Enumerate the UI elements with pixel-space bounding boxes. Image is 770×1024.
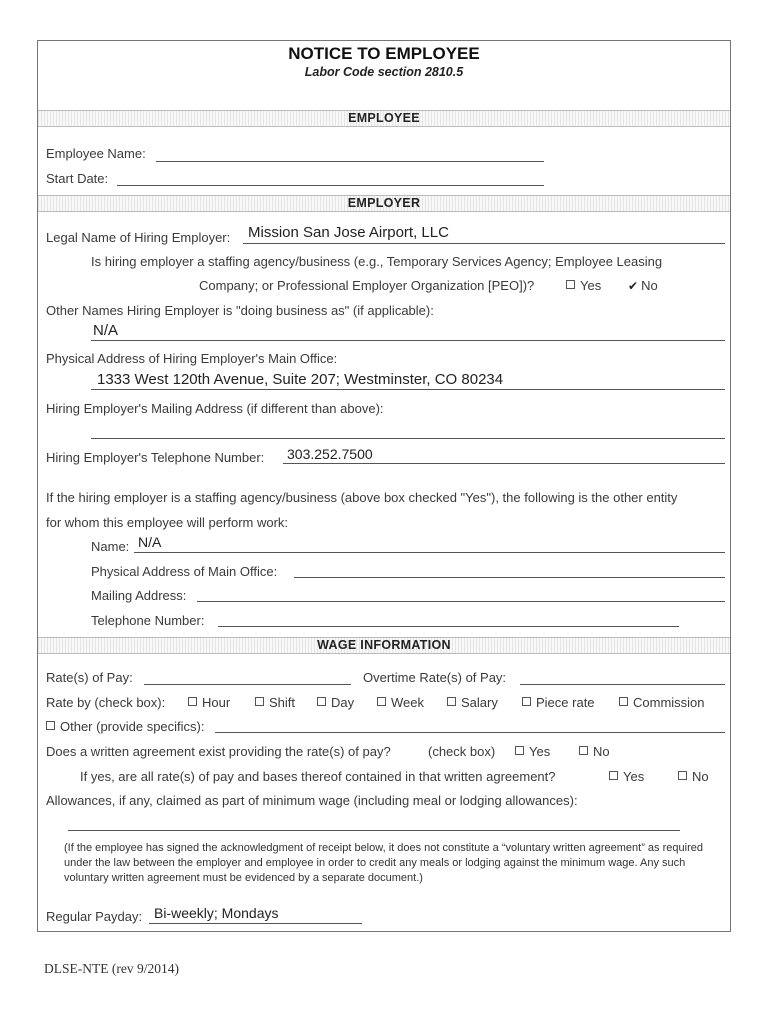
rate-option-week[interactable]: Week (377, 695, 424, 710)
mailing-address-field[interactable] (91, 438, 725, 439)
start-date-field[interactable] (117, 185, 544, 186)
other-entity-name-label: Name: (91, 539, 130, 554)
legal-name-label: Legal Name of Hiring Employer: (46, 230, 231, 245)
staffing-question-line1: Is hiring employer a staffing agency/business (e.g., Temporary Services Agency; Employee Leasing (91, 254, 663, 269)
notice-form (37, 40, 731, 932)
staffing-yes-checkbox[interactable] (566, 280, 575, 289)
shift-checkbox[interactable] (255, 697, 264, 706)
rate-option-other[interactable]: Other (provide specifics): (46, 719, 205, 734)
regular-payday-value: Bi-weekly; Mondays (154, 905, 279, 921)
other-entity-address-field[interactable] (294, 577, 725, 578)
employee-name-label: Employee Name: (46, 146, 146, 161)
regular-payday-label: Regular Payday: (46, 909, 143, 924)
legal-name-field[interactable] (243, 243, 725, 244)
telephone-field[interactable] (283, 463, 725, 464)
voluntary-agreement-note: (If the employee has signed the acknowledgment of receipt below, it does not constitute a “voluntary written agreement” as required under the law between the employer and employee in order to credit any meals or lodging against the minimum wage. Any such voluntary written agreement must be evidenced by a separate document.) (64, 842, 703, 884)
staffing-question-line2: Company; or Professional Employer Organization [PEO])? (199, 278, 535, 293)
other-checkbox[interactable] (46, 721, 55, 730)
other-entity-address-label: Physical Address of Main Office: (91, 564, 278, 579)
other-entity-name-value: N/A (138, 534, 162, 550)
agreement-yes-checkbox[interactable] (515, 746, 524, 755)
rate-option-piece-rate[interactable]: Piece rate (522, 695, 595, 710)
section-header-wage-information: WAGE INFORMATION (38, 637, 730, 654)
hour-checkbox[interactable] (188, 697, 197, 706)
rate-of-pay-field[interactable] (144, 684, 351, 685)
rate-option-shift[interactable]: Shift (255, 695, 295, 710)
other-entity-telephone-label: Telephone Number: (91, 613, 205, 628)
overtime-rate-field[interactable] (520, 684, 725, 685)
staffing-no-option[interactable]: ✔ No (628, 278, 658, 293)
salary-checkbox[interactable] (447, 697, 456, 706)
legal-name-value: Mission San Jose Airport, LLC (248, 224, 449, 241)
rate-option-day[interactable]: Day (317, 695, 354, 710)
rate-by-label: Rate by (check box): (46, 695, 166, 710)
other-entity-telephone-field[interactable] (218, 626, 679, 627)
other-entity-name-field[interactable] (134, 552, 725, 553)
staffing-note-line2: for whom this employee will perform work: (46, 515, 289, 530)
start-date-label: Start Date: (46, 171, 109, 186)
rate-option-commission[interactable]: Commission (619, 695, 705, 710)
address-field[interactable] (91, 389, 725, 390)
written-agreement-question: Does a written agreement exist providing the rate(s) of pay? (46, 744, 391, 759)
contained-no-option[interactable]: No (678, 769, 709, 784)
rate-of-pay-label: Rate(s) of Pay: (46, 670, 133, 685)
telephone-label: Hiring Employer's Telephone Number: (46, 450, 265, 465)
section-header-employee: EMPLOYEE (38, 110, 730, 127)
piece-rate-checkbox[interactable] (522, 697, 531, 706)
mailing-address-label: Hiring Employer's Mailing Address (if different than above): (46, 401, 384, 416)
telephone-value: 303.252.7500 (287, 446, 373, 462)
other-names-value: N/A (93, 322, 119, 339)
employee-name-field[interactable] (156, 161, 544, 162)
commission-checkbox[interactable] (619, 697, 628, 706)
other-entity-mailing-field[interactable] (197, 601, 725, 602)
checked-checkmark-icon[interactable]: ✔ (628, 279, 639, 293)
week-checkbox[interactable] (377, 697, 386, 706)
regular-payday-field[interactable] (149, 923, 362, 924)
form-title: NOTICE TO EMPLOYEE (288, 44, 480, 63)
contained-yes-option[interactable]: Yes (609, 769, 644, 784)
form-revision: DLSE-NTE (rev 9/2014) (44, 961, 179, 976)
form-subtitle: Labor Code section 2810.5 (304, 65, 464, 79)
staffing-yes-option[interactable]: Yes (566, 278, 601, 293)
other-specifics-field[interactable] (215, 732, 725, 733)
overtime-rate-label: Overtime Rate(s) of Pay: (363, 670, 507, 685)
address-label: Physical Address of Hiring Employer's Main Office: (46, 351, 338, 366)
agreement-yes-option[interactable]: Yes (515, 744, 550, 759)
rates-contained-question: If yes, are all rate(s) of pay and bases thereof contained in that written agreement? (80, 769, 556, 784)
rate-option-hour[interactable]: Hour (188, 695, 230, 710)
staffing-note-line1: If the hiring employer is a staffing agency/business (above box checked "Yes"), the following is the other entity (46, 490, 678, 505)
day-checkbox[interactable] (317, 697, 326, 706)
address-value: 1333 West 120th Avenue, Suite 207; Westminster, CO 80234 (97, 371, 504, 388)
other-names-field[interactable] (91, 340, 725, 341)
contained-yes-checkbox[interactable] (609, 771, 618, 780)
other-entity-mailing-label: Mailing Address: (91, 588, 187, 603)
agreement-no-option[interactable]: No (579, 744, 610, 759)
other-names-label: Other Names Hiring Employer is "doing business as" (if applicable): (46, 303, 434, 318)
rate-option-salary[interactable]: Salary (447, 695, 498, 710)
written-agreement-check-hint: (check box) (428, 744, 496, 759)
agreement-no-checkbox[interactable] (579, 746, 588, 755)
allowances-label: Allowances, if any, claimed as part of minimum wage (including meal or lodging allowances): (46, 793, 578, 808)
allowances-field[interactable] (68, 830, 680, 831)
contained-no-checkbox[interactable] (678, 771, 687, 780)
section-header-employer: EMPLOYER (38, 195, 730, 212)
